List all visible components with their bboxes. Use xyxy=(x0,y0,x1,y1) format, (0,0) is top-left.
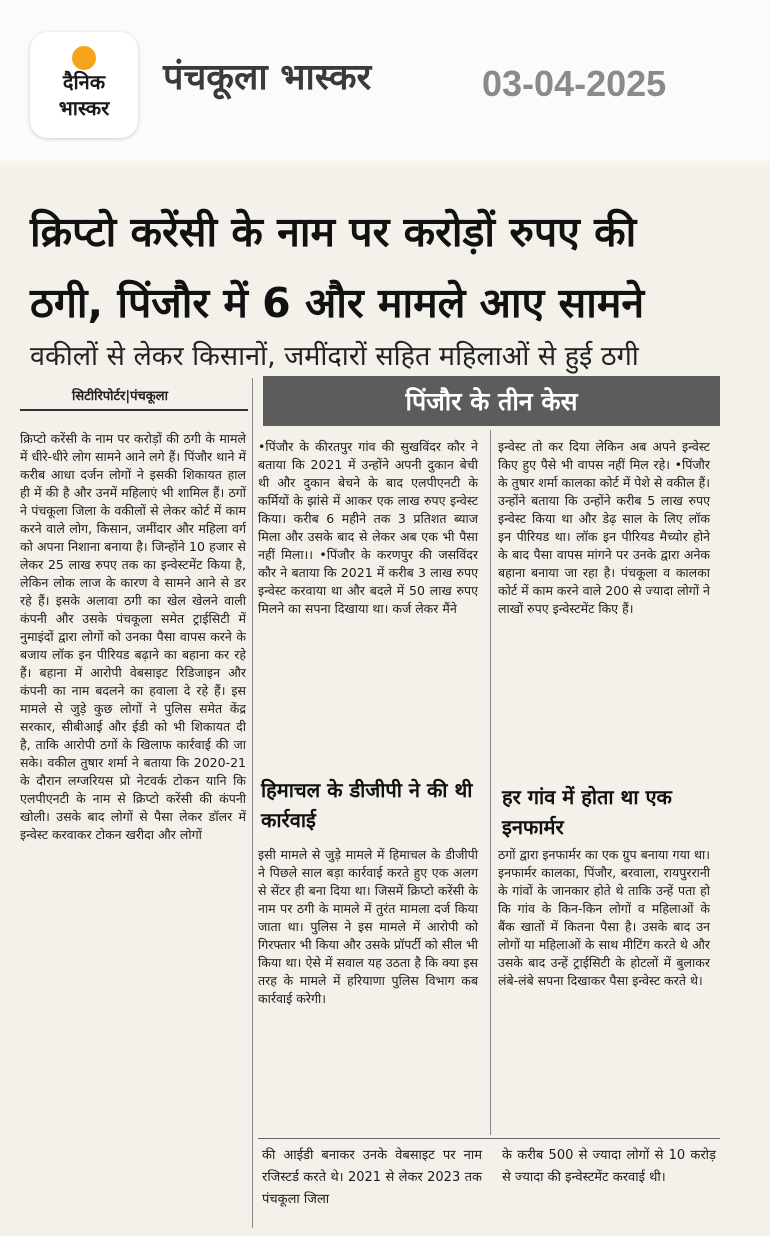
cases-box-header xyxy=(263,376,720,426)
byline: सिटीरिपोर्टर|पंचकूला xyxy=(72,389,168,404)
column-divider xyxy=(252,378,253,1228)
newspaper-logo xyxy=(30,32,138,138)
logo-text-line1: दैनिक xyxy=(62,70,106,94)
byline-divider xyxy=(20,409,248,411)
continued-text-right: के करीब 500 से ज्यादा लोगों से 10 करोड़ से ज्यादा की इन्वेस्टमेंट करवाई थी। xyxy=(502,1148,716,1185)
logo-text-line2: भास्कर xyxy=(58,96,110,120)
sun-icon xyxy=(72,46,96,70)
sidebar-text-himachal: इसी मामले से जुड़े मामले में हिमाचल के डीजीपी ने पिछले साल बड़ा कार्रवाई करते हुए एक अलग से सेंटर ही बना दिया था। जिसमें क्रिप्टो करेंसी के नाम पर ठगी के मामले में तुरंत मामला दर्ज किया जाता था। पुलिस ने इस मामले में आरोपी को गिरफ्तार भी किया और उसके प्रॉपर्टी को सील भी किया था। ऐसे में सवाल यह उठता है कि क्या इस तरह के मामले में हरियाणा पुलिस विभाग कब कार्रवाई करेगी। xyxy=(258,847,478,1006)
sidebar-heading-himachal: हिमाचल के डीजीपी ने की थी कार्रवाई xyxy=(261,778,473,832)
column-divider xyxy=(490,430,491,1135)
headline-line-2: ठगी, पिंजौर में 6 और मामले आए सामने xyxy=(30,279,645,327)
subheadline: वकीलों से लेकर किसानों, जमींदारों सहित महिलाओं से हुई ठगी xyxy=(30,341,639,372)
cases-box-title: पिंजौर के तीन केस xyxy=(405,387,578,416)
masthead xyxy=(0,0,770,160)
section-divider xyxy=(258,1138,720,1139)
edition-title: पंचकूला भास्कर xyxy=(163,57,372,98)
edition-date: 03-04-2025 xyxy=(482,63,667,104)
article-body: क्रिप्टो करेंसी के नाम पर करोड़ों की ठगी के मामले में धीरे-धीरे लोग सामने आने लगे हैं। पिंजौर थाने में करीब आधा दर्जन लोगों ने इसकी शिकायत हाल ही में की है और उनमें महिलाएं भी शामिल हैं। ठगों ने पंचकूला जिला के वकीलों से लेकर कोर्ट में काम करने वाले लोग, किसान, जमींदार और महिला वर्ग को अपना निशाना बनाया है। जिन्होंने 10 हजार से लेकर 25 लाख रुपए तक का इन्वेस्टमेंट किया है, लेकिन लोक लाज के कारण वे सामने आने से डर रहे हैं। इसके अलावा ठगी का खेल खेलने वाली कंपनी और उसके पंचकूला समेत ट्राईसिटी में नुमाइंदों द्वारा लोगों को उनका पैसा वापस करने के बजाय लॉक इन पीरियड बढ़ाने का बहाना कर रहे हैं। बहाना में आरोपी वेबसाइट रिडिजाइन और कंपनी का नाम बदलने का हवाला दे रहे हैं। इस मामले से जुड़े कुछ लोगों ने पुलिस समेत केंद्र सरकार, सीबीआई और ईडी को भी शिकायत दी है, ताकि आरोपी ठगों के खिलाफ कार्रवाई की जा सके। वकील तुषार शर्मा ने बताया कि 2020-21 के दौरान लग्जरियस प्रो नेटवर्क टोकन यानि कि एलपीएनटी के नाम से क्रिप्टो करेंसी की कंपनी खोली। उसके बाद लोगों से पैसा लेकर डॉलर में इन्वेस्ट करवाकर टोकन खरीदा और लोगों xyxy=(20,431,246,842)
sidebar-text-informer: ठगों द्वारा इनफार्मर का एक ग्रुप बनाया गया था। इनफार्मर कालका, पिंजौर, बरवाला, रायपुररानी के गांवों के जानकार होते थे ताकि उन्हें पता हो कि गांव के किन-किन लोगों व महिलाओं के बैंक खातों में कितना पैसा है। उसके बाद उन लोगों या महिलाओं के साथ मीटिंग करते थे और उसके बाद उन्हें ट्राईसिटी के होटलों में बुलाकर लंबे-लंबे सपना दिखाकर पैसा इन्वेस्ट करते थे। xyxy=(498,847,710,988)
headline-line-1: क्रिप्टो करेंसी के नाम पर करोड़ों रुपए की xyxy=(30,208,637,256)
cases-text-right: इन्वेस्ट तो कर दिया लेकिन अब अपने इन्वेस्ट किए हुए पैसे भी वापस नहीं मिल रहे। •पिंजौर के तुषार शर्मा कालका कोर्ट में पेशे से वकील हैं। उन्होंने बताया कि उन्होंने करीब 5 लाख रुपए इन्वेस्ट किया था और डेढ़ साल के लिए लॉक इन पीरियड था। लॉक इन पीरियड मैच्योर होने के बाद पैसा वापस मांगने पर उनके द्वारा अनेक बहाना बनाया जा रहा है। पंचकूला व कालका कोर्ट में काम करने वाले 200 से ज्यादा लोगों ने लाखों रुपए इन्वेस्टमेंट किए हैं। xyxy=(498,439,710,616)
continued-text-middle: की आईडी बनाकर उनके वेबसाइट पर नाम रजिस्टर्ड करते थे। 2021 से लेकर 2023 तक पंचकूला जिला xyxy=(262,1148,482,1207)
cases-text-middle: •पिंजौर के कीरतपुर गांव की सुखविंदर कौर ने बताया कि 2021 में उन्होंने अपनी दुकान बेची थी और दुकान बेचने के बाद एलपीएनटी के कर्मियों के झांसे में आकर एक लाख रुपए इन्वेस्ट किया। करीब 6 महीने तक 3 प्रतिशत ब्याज मिला और उसके बाद से लेकर अब एक भी पैसा नहीं मिला।। •पिंजौर के करणपुर की जसविंदर कौर ने बताया कि 2021 में करीब 3 लाख रुपए इन्वेस्ट करवाया था और बदले में 50 लाख रुपए मिलने का सपना दिखाया था। कर्ज लेकर मैंने xyxy=(258,439,478,616)
sidebar-heading-informer: हर गांव में होता था एक इनफार्मर xyxy=(502,785,672,839)
